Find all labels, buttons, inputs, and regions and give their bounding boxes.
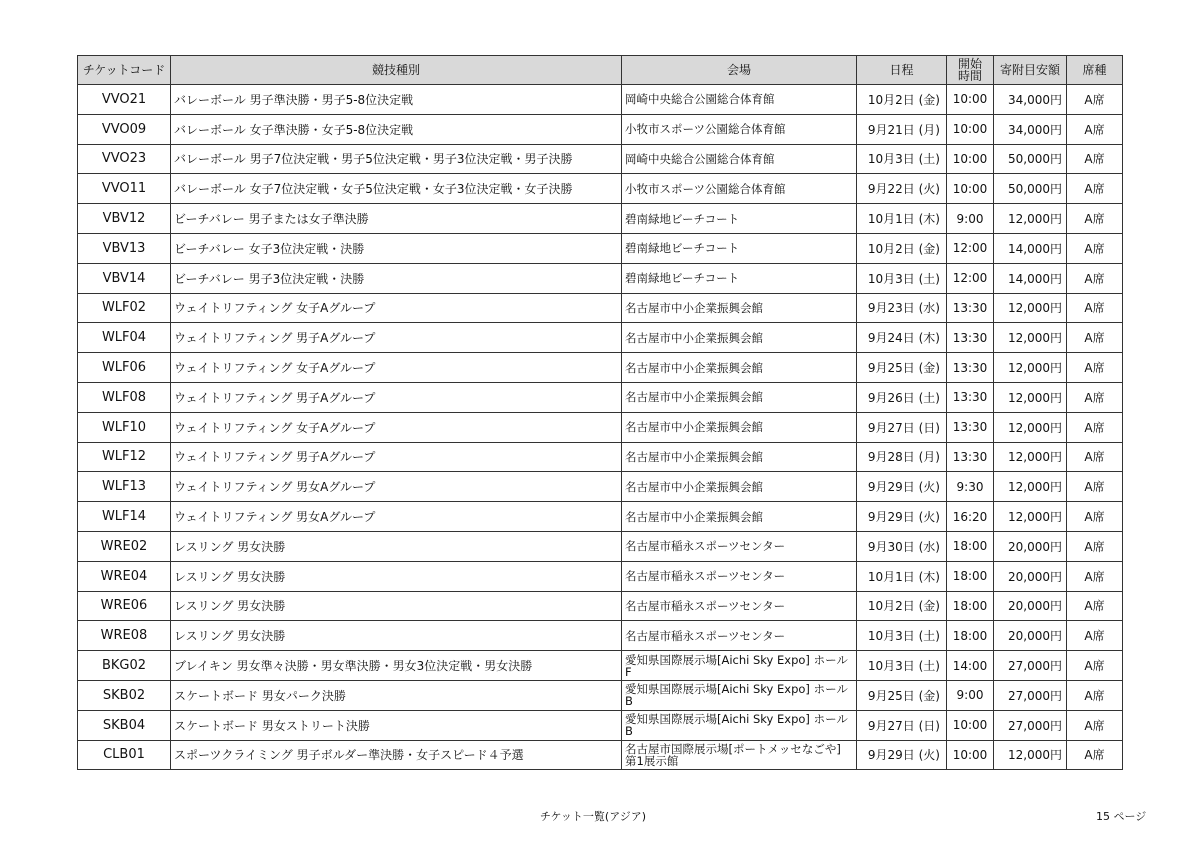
seat-type-cell: A席 (1067, 412, 1123, 442)
header-ticket-code: チケットコード (78, 56, 171, 85)
event-type-cell: バレーボール 男子準決勝・男子5-8位決定戦 (171, 85, 622, 115)
venue-cell: 名古屋市稲永スポーツセンター (622, 531, 857, 561)
seat-type-cell: A席 (1067, 591, 1123, 621)
venue-cell: 愛知県国際展示場[Aichi Sky Expo] ホールB (622, 710, 857, 740)
seat-type-cell: A席 (1067, 710, 1123, 740)
ticket-table (77, 55, 1123, 770)
ticket-code-cell: WLF14 (78, 502, 171, 532)
donation-amount-cell: 50,000円 (994, 144, 1067, 174)
table-row (78, 561, 1123, 591)
ticket-code-cell: VBV14 (78, 263, 171, 293)
donation-amount-cell: 34,000円 (994, 114, 1067, 144)
seat-type-cell: A席 (1067, 204, 1123, 234)
ticket-code-cell: SKB04 (78, 710, 171, 740)
ticket-code-cell: WLF10 (78, 412, 171, 442)
venue-cell: 碧南緑地ビーチコート (622, 233, 857, 263)
start-time-cell: 9:30 (947, 472, 994, 502)
date-cell: 9月22日 (火) (857, 174, 947, 204)
donation-amount-cell: 12,000円 (994, 382, 1067, 412)
date-cell: 10月2日 (金) (857, 233, 947, 263)
header-seat: 席種 (1067, 56, 1123, 85)
date-cell: 9月28日 (月) (857, 442, 947, 472)
table-row (78, 353, 1123, 383)
seat-type-cell: A席 (1067, 353, 1123, 383)
header-donation: 寄附目安額 (994, 56, 1067, 85)
table-row (78, 591, 1123, 621)
seat-type-cell: A席 (1067, 174, 1123, 204)
ticket-code-cell: WLF12 (78, 442, 171, 472)
date-cell: 9月25日 (金) (857, 680, 947, 710)
date-cell: 9月24日 (木) (857, 323, 947, 353)
event-type-cell: ウェイトリフティング 男子Aグループ (171, 323, 622, 353)
header-venue: 会場 (622, 56, 857, 85)
donation-amount-cell: 12,000円 (994, 323, 1067, 353)
seat-type-cell: A席 (1067, 293, 1123, 323)
venue-cell: 名古屋市稲永スポーツセンター (622, 621, 857, 651)
start-time-cell: 10:00 (947, 144, 994, 174)
table-row (78, 323, 1123, 353)
venue-cell: 碧南緑地ビーチコート (622, 204, 857, 234)
event-type-cell: ウェイトリフティング 男子Aグループ (171, 442, 622, 472)
start-time-cell: 13:30 (947, 293, 994, 323)
start-time-cell: 10:00 (947, 174, 994, 204)
table-header-row (78, 56, 1123, 85)
table-row (78, 204, 1123, 234)
event-type-cell: ウェイトリフティング 女子Aグループ (171, 412, 622, 442)
table-row (78, 412, 1123, 442)
table-row (78, 531, 1123, 561)
start-time-cell: 10:00 (947, 114, 994, 144)
footer-title: チケット一覧(アジア) (539, 810, 647, 823)
seat-type-cell: A席 (1067, 442, 1123, 472)
ticket-code-cell: BKG02 (78, 651, 171, 681)
date-cell: 10月3日 (土) (857, 263, 947, 293)
seat-type-cell: A席 (1067, 621, 1123, 651)
venue-cell: 名古屋市中小企業振興会館 (622, 442, 857, 472)
table-row (78, 263, 1123, 293)
ticket-code-cell: WLF13 (78, 472, 171, 502)
start-time-cell: 9:00 (947, 204, 994, 234)
table-row (78, 710, 1123, 740)
venue-cell: 碧南緑地ビーチコート (622, 263, 857, 293)
date-cell: 10月1日 (木) (857, 561, 947, 591)
venue-cell: 名古屋市中小企業振興会館 (622, 502, 857, 532)
venue-cell: 名古屋市中小企業振興会館 (622, 472, 857, 502)
seat-type-cell: A席 (1067, 144, 1123, 174)
donation-amount-cell: 12,000円 (994, 412, 1067, 442)
start-time-cell: 18:00 (947, 591, 994, 621)
ticket-code-cell: CLB01 (78, 740, 171, 770)
donation-amount-cell: 27,000円 (994, 710, 1067, 740)
ticket-code-cell: WRE02 (78, 531, 171, 561)
table-row (78, 293, 1123, 323)
date-cell: 10月3日 (土) (857, 144, 947, 174)
ticket-code-cell: WRE06 (78, 591, 171, 621)
start-time-cell: 10:00 (947, 85, 994, 115)
venue-cell: 名古屋市稲永スポーツセンター (622, 591, 857, 621)
date-cell: 10月1日 (木) (857, 204, 947, 234)
venue-cell: 岡崎中央総合公園総合体育館 (622, 85, 857, 115)
ticket-code-cell: WLF06 (78, 353, 171, 383)
ticket-code-cell: VVO09 (78, 114, 171, 144)
seat-type-cell: A席 (1067, 680, 1123, 710)
start-time-cell: 14:00 (947, 651, 994, 681)
date-cell: 9月26日 (土) (857, 382, 947, 412)
event-type-cell: ウェイトリフティング 男子Aグループ (171, 382, 622, 412)
event-type-cell: レスリング 男女決勝 (171, 531, 622, 561)
table-row (78, 114, 1123, 144)
ticket-code-cell: VVO23 (78, 144, 171, 174)
event-type-cell: バレーボール 女子7位決定戦・女子5位決定戦・女子3位決定戦・女子決勝 (171, 174, 622, 204)
date-cell: 10月2日 (金) (857, 591, 947, 621)
donation-amount-cell: 12,000円 (994, 502, 1067, 532)
donation-amount-cell: 12,000円 (994, 204, 1067, 234)
donation-amount-cell: 20,000円 (994, 621, 1067, 651)
date-cell: 9月27日 (日) (857, 412, 947, 442)
start-time-cell: 13:30 (947, 412, 994, 442)
table-row (78, 442, 1123, 472)
seat-type-cell: A席 (1067, 323, 1123, 353)
donation-amount-cell: 12,000円 (994, 740, 1067, 770)
table-row (78, 382, 1123, 412)
event-type-cell: レスリング 男女決勝 (171, 561, 622, 591)
donation-amount-cell: 14,000円 (994, 263, 1067, 293)
ticket-code-cell: VVO11 (78, 174, 171, 204)
date-cell: 9月25日 (金) (857, 353, 947, 383)
ticket-code-cell: WLF02 (78, 293, 171, 323)
date-cell: 9月23日 (水) (857, 293, 947, 323)
seat-type-cell: A席 (1067, 85, 1123, 115)
venue-cell: 岡崎中央総合公園総合体育館 (622, 144, 857, 174)
event-type-cell: ビーチバレー 男子または女子準決勝 (171, 204, 622, 234)
table-row (78, 740, 1123, 770)
venue-cell: 小牧市スポーツ公園総合体育館 (622, 174, 857, 204)
event-type-cell: スポーツクライミング 男子ボルダー準決勝・女子スピード４予選 (171, 740, 622, 770)
event-type-cell: ウェイトリフティング 男女Aグループ (171, 472, 622, 502)
venue-cell: 名古屋市中小企業振興会館 (622, 412, 857, 442)
table-row (78, 502, 1123, 532)
event-type-cell: バレーボール 女子準決勝・女子5-8位決定戦 (171, 114, 622, 144)
date-cell: 10月2日 (金) (857, 85, 947, 115)
event-type-cell: ブレイキン 男女準々決勝・男女準決勝・男女3位決定戦・男女決勝 (171, 651, 622, 681)
donation-amount-cell: 12,000円 (994, 442, 1067, 472)
date-cell: 10月3日 (土) (857, 621, 947, 651)
header-date: 日程 (857, 56, 947, 85)
donation-amount-cell: 27,000円 (994, 651, 1067, 681)
start-time-cell: 13:30 (947, 353, 994, 383)
donation-amount-cell: 27,000円 (994, 680, 1067, 710)
venue-cell: 名古屋市稲永スポーツセンター (622, 561, 857, 591)
seat-type-cell: A席 (1067, 651, 1123, 681)
table-row (78, 85, 1123, 115)
date-cell: 9月21日 (月) (857, 114, 947, 144)
seat-type-cell: A席 (1067, 472, 1123, 502)
event-type-cell: ウェイトリフティング 女子Aグループ (171, 353, 622, 383)
table-row (78, 472, 1123, 502)
seat-type-cell: A席 (1067, 263, 1123, 293)
venue-cell: 名古屋市中小企業振興会館 (622, 323, 857, 353)
venue-cell: 名古屋市中小企業振興会館 (622, 382, 857, 412)
venue-cell: 愛知県国際展示場[Aichi Sky Expo] ホールF (622, 651, 857, 681)
table-row (78, 174, 1123, 204)
start-time-cell: 10:00 (947, 740, 994, 770)
table-body (78, 85, 1123, 770)
event-type-cell: バレーボール 男子7位決定戦・男子5位決定戦・男子3位決定戦・男子決勝 (171, 144, 622, 174)
start-time-cell: 18:00 (947, 561, 994, 591)
ticket-code-cell: VVO21 (78, 85, 171, 115)
seat-type-cell: A席 (1067, 114, 1123, 144)
venue-cell: 名古屋市国際展示場[ポートメッセなごや] 第1展示館 (622, 740, 857, 770)
ticket-code-cell: VBV13 (78, 233, 171, 263)
date-cell: 9月29日 (火) (857, 740, 947, 770)
event-type-cell: ウェイトリフティング 男女Aグループ (171, 502, 622, 532)
header-start-time: 開始 時間 (947, 56, 994, 85)
start-time-cell: 13:30 (947, 442, 994, 472)
donation-amount-cell: 34,000円 (994, 85, 1067, 115)
start-time-cell: 12:00 (947, 233, 994, 263)
start-time-cell: 10:00 (947, 710, 994, 740)
event-type-cell: ビーチバレー 男子3位決定戦・決勝 (171, 263, 622, 293)
donation-amount-cell: 12,000円 (994, 353, 1067, 383)
venue-cell: 小牧市スポーツ公園総合体育館 (622, 114, 857, 144)
event-type-cell: レスリング 男女決勝 (171, 591, 622, 621)
start-time-cell: 9:00 (947, 680, 994, 710)
seat-type-cell: A席 (1067, 382, 1123, 412)
start-time-cell: 16:20 (947, 502, 994, 532)
donation-amount-cell: 12,000円 (994, 472, 1067, 502)
start-time-cell: 13:30 (947, 382, 994, 412)
date-cell: 9月29日 (火) (857, 472, 947, 502)
donation-amount-cell: 20,000円 (994, 531, 1067, 561)
seat-type-cell: A席 (1067, 502, 1123, 532)
venue-cell: 愛知県国際展示場[Aichi Sky Expo] ホールB (622, 680, 857, 710)
ticket-code-cell: WLF08 (78, 382, 171, 412)
event-type-cell: スケートボード 男女パーク決勝 (171, 680, 622, 710)
page-number: 15 ページ (1096, 810, 1147, 823)
event-type-cell: ウェイトリフティング 女子Aグループ (171, 293, 622, 323)
seat-type-cell: A席 (1067, 561, 1123, 591)
date-cell: 9月30日 (水) (857, 531, 947, 561)
donation-amount-cell: 20,000円 (994, 561, 1067, 591)
event-type-cell: ビーチバレー 女子3位決定戦・決勝 (171, 233, 622, 263)
ticket-code-cell: SKB02 (78, 680, 171, 710)
seat-type-cell: A席 (1067, 233, 1123, 263)
table-row (78, 144, 1123, 174)
start-time-cell: 18:00 (947, 531, 994, 561)
donation-amount-cell: 50,000円 (994, 174, 1067, 204)
table-row (78, 651, 1123, 681)
start-time-cell: 12:00 (947, 263, 994, 293)
table-row (78, 233, 1123, 263)
table-row (78, 680, 1123, 710)
header-event-type: 競技種別 (171, 56, 622, 85)
ticket-code-cell: WLF04 (78, 323, 171, 353)
donation-amount-cell: 14,000円 (994, 233, 1067, 263)
ticket-code-cell: VBV12 (78, 204, 171, 234)
donation-amount-cell: 20,000円 (994, 591, 1067, 621)
ticket-code-cell: WRE08 (78, 621, 171, 651)
start-time-cell: 18:00 (947, 621, 994, 651)
venue-cell: 名古屋市中小企業振興会館 (622, 293, 857, 323)
seat-type-cell: A席 (1067, 531, 1123, 561)
event-type-cell: スケートボード 男女ストリート決勝 (171, 710, 622, 740)
donation-amount-cell: 12,000円 (994, 293, 1067, 323)
table-row (78, 621, 1123, 651)
date-cell: 9月29日 (火) (857, 502, 947, 532)
seat-type-cell: A席 (1067, 740, 1123, 770)
venue-cell: 名古屋市中小企業振興会館 (622, 353, 857, 383)
start-time-cell: 13:30 (947, 323, 994, 353)
date-cell: 10月3日 (土) (857, 651, 947, 681)
event-type-cell: レスリング 男女決勝 (171, 621, 622, 651)
ticket-code-cell: WRE04 (78, 561, 171, 591)
date-cell: 9月27日 (日) (857, 710, 947, 740)
